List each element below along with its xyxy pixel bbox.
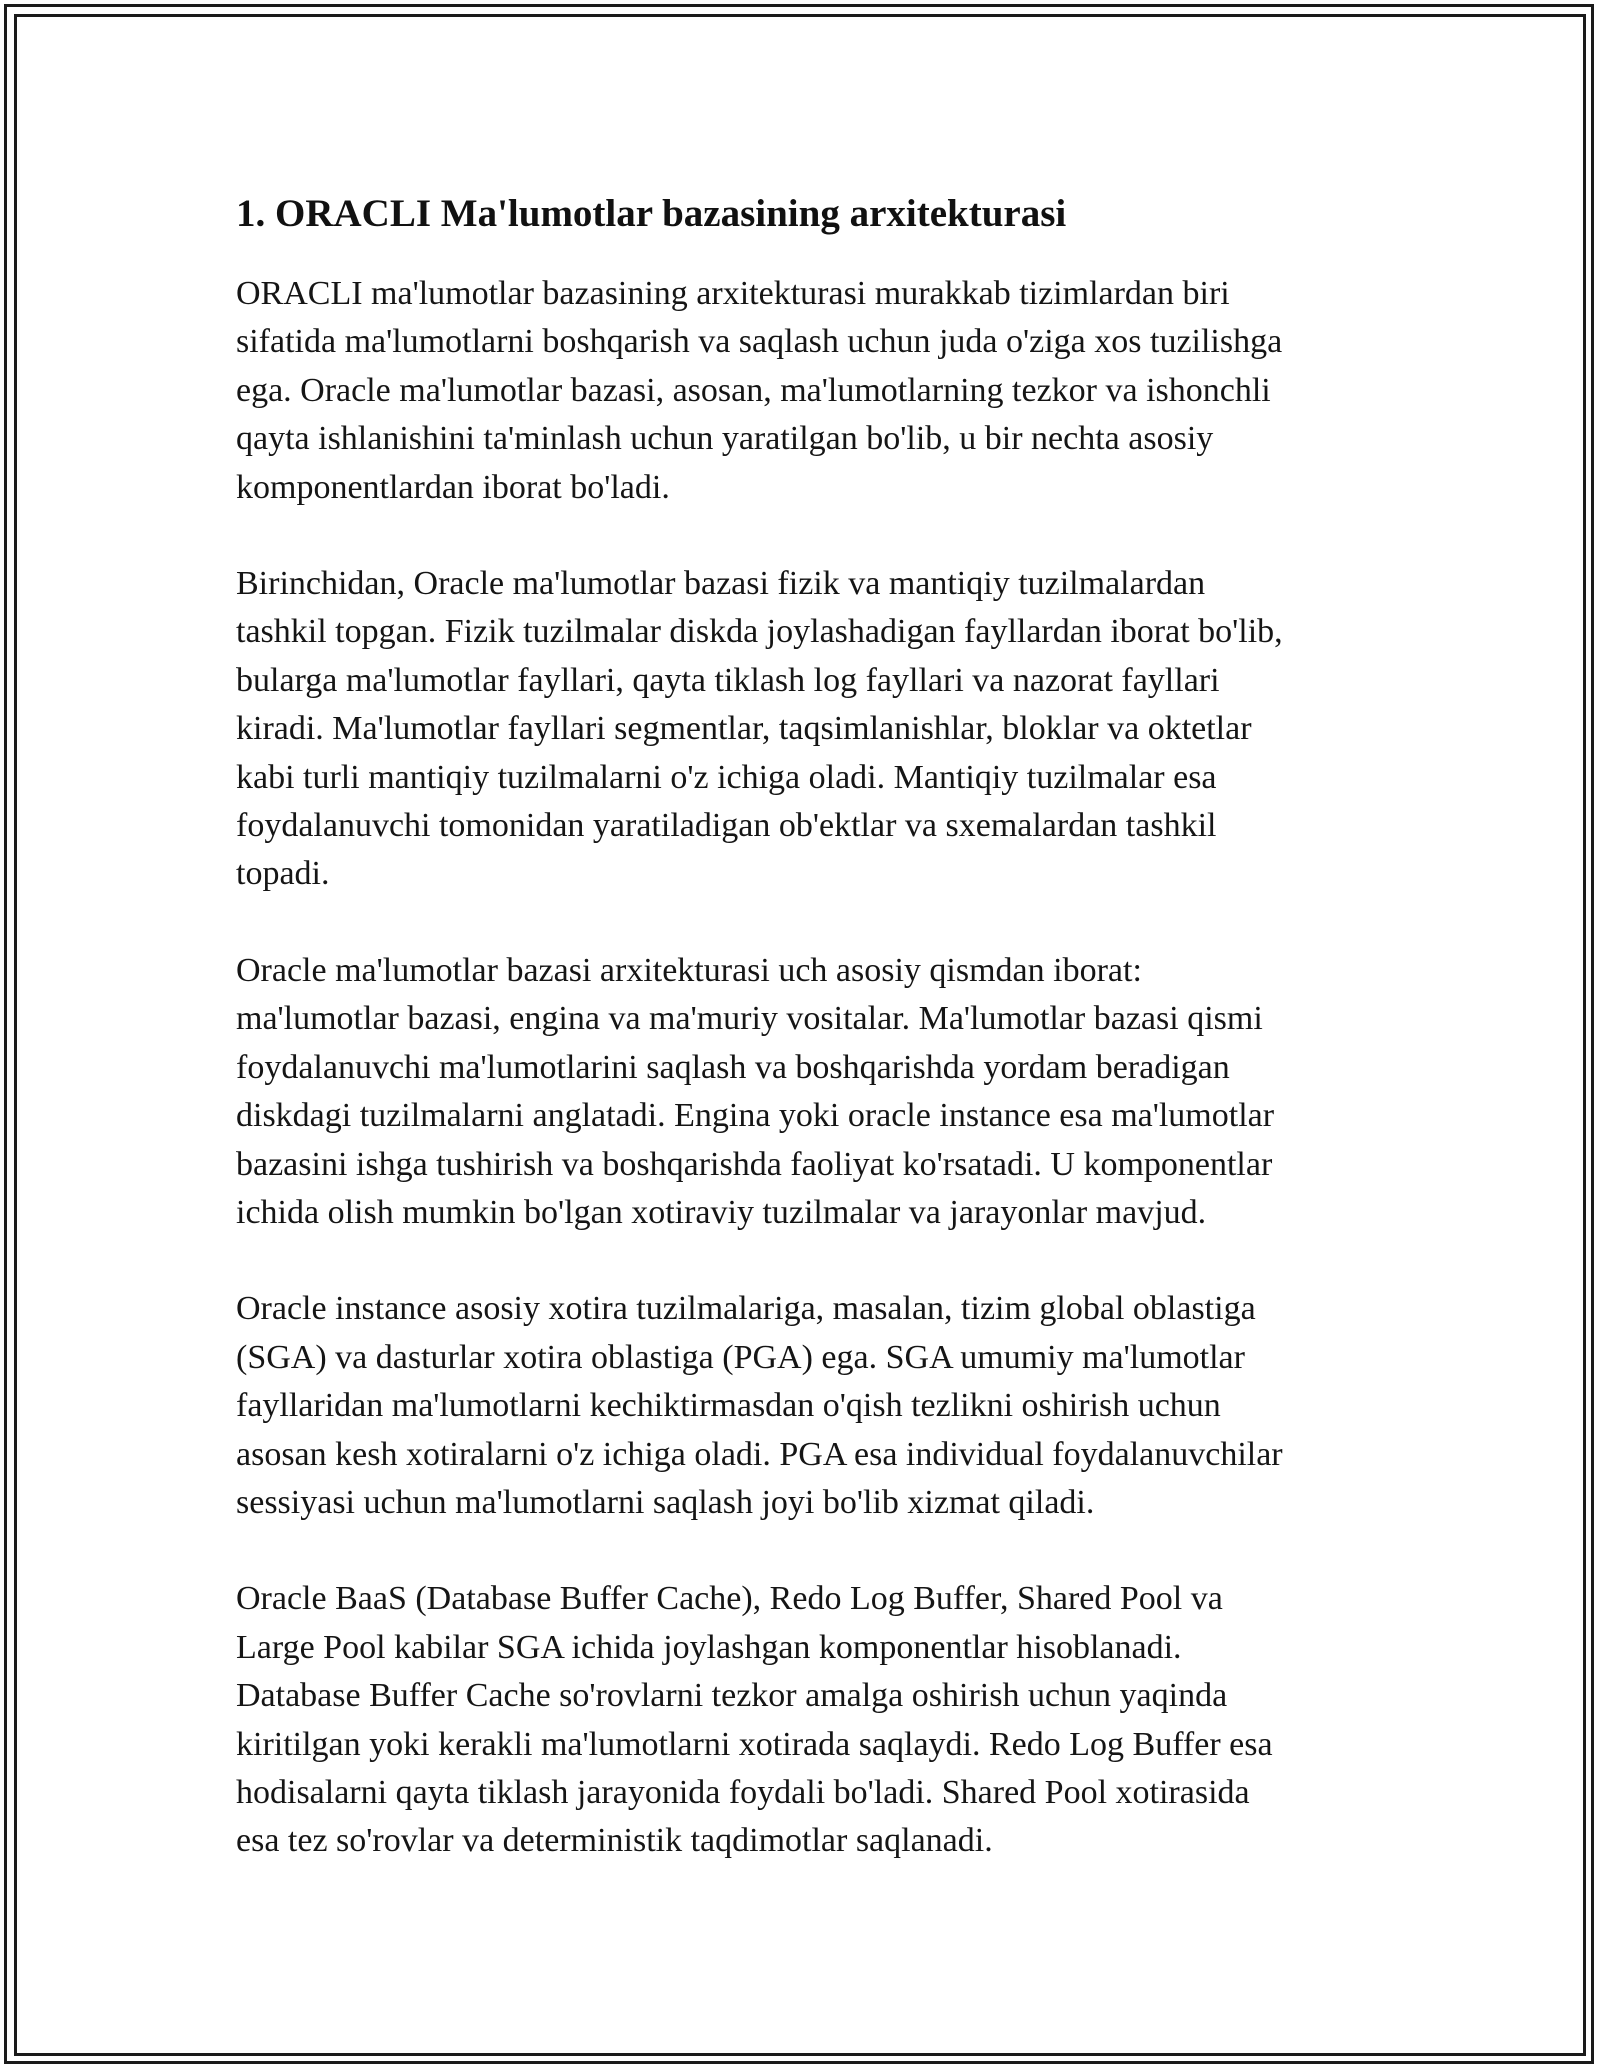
paragraph-sga-pga: Oracle instance asosiy xotira tuzilmalariga, masalan, tizim global oblastiga (SGA) va dasturlar xotira oblastiga (PGA) ega. SGA umumiy ma'lumotlar fayllaridan ma'lumotlarni kechiktirmasdan o'qish tezlikni oshirish uchun asosan kesh xotiralarni o'z ichiga oladi. PGA esa individual foydalanuvchilar sessiyasi uchun ma'lumotlarni saqlash joyi bo'lib xizmat qiladi. (236, 1290, 1283, 1521)
paragraph-sga-components: Oracle BaaS (Database Buffer Cache), Redo Log Buffer, Shared Pool va Large Pool kabilar SGA ichida joylashgan komponentlar hisoblanadi. Database Buffer Cache so'rovlarni tezkor amalga oshirish uchun yaqinda kiritilgan yoki kerakli ma'lumotlarni xotirada saqlaydi. Redo Log Buffer esa hodisalarni qayta tiklash jarayonida foydali bo'ladi. Shared Pool xotirasida esa tez so'rovlar va deterministik taqdimotlar saqlanadi. (236, 1580, 1273, 1860)
document-body (236, 186, 1386, 1914)
paragraph-intro: ORACLI ma'lumotlar bazasining arxitekturasi murakkab tizimlardan biri sifatida ma'lumotlarni boshqarish va saqlash uchun juda o'ziga xos tuzilishga ega. Oracle ma'lumotlar bazasi, asosan, ma'lumotlarning tezkor va ishonchli qayta ishlanishini ta'minlash uchun yaratilgan bo'lib, u bir nechta asosiy komponentlardan iborat bo'ladi. (236, 275, 1283, 506)
paragraph-architecture-parts: Oracle ma'lumotlar bazasi arxitekturasi uch asosiy qismdan iborat: ma'lumotlar bazasi, engina va ma'muriy vositalar. Ma'lumotlar bazasi qismi foydalanuvchi ma'lumotlarini saqlash va boshqarishda yordam beradigan diskdagi tuzilmalarni anglatadi. Engina yoki oracle instance esa ma'lumotlar bazasini ishga tushirish va boshqarishda faoliyat ko'rsatadi. U komponentlar ichida olish mumkin bo'lgan xotiraviy tuzilmalar va jarayonlar mavjud. (236, 951, 1275, 1231)
paragraph-physical-logical-structures: Birinchidan, Oracle ma'lumotlar bazasi fizik va mantiqiy tuzilmalardan tashkil topgan. Fizik tuzilmalar diskda joylashadigan fayllardan iborat bo'lib, bularga ma'lumotlar fayllari, qayta tiklash log fayllari va nazorat fayllari kiradi. Ma'lumotlar fayllari segmentlar, taqsimlanishlar, bloklar va oktetlar kabi turli mantiqiy tuzilmalarni o'z ichiga oladi. Mantiqiy tuzilmalar esa foydalanuvchi tomonidan yaratiladigan ob'ektlar va sxemalardan tashkil topadi. (236, 565, 1283, 893)
document-heading: 1. ORACLI Ma'lumotlar bazasining arxitekturasi (236, 192, 1067, 235)
